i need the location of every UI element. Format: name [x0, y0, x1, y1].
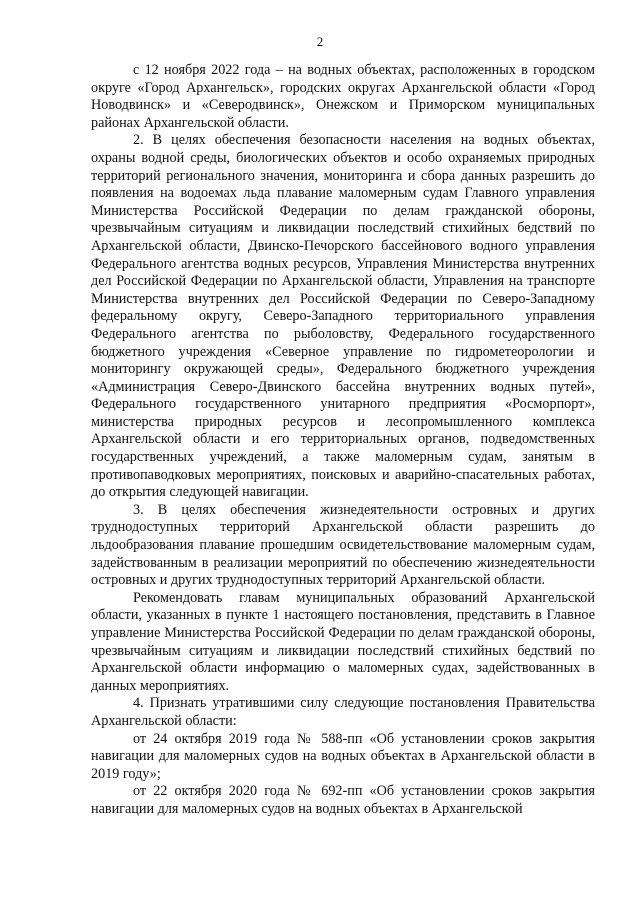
- paragraph-2: 2. В целях обеспечения безопасности населения на водных объектах, охраны водной среды, биологических объектов и особо охраняемых природных территорий регионального значения, мониторинга и сбора данных разрешить до появления на водоемах льда плавание маломерным судам Главного управления Министерства Российской Федерации по делам гражданской обороны, чрезвычайным ситуациям и ликвидации последствий стихийных бедствий по Архангельской области, Двинско-Печорского бассейнового водного управления Федерального агентства водных ресурсов, Управления Министерства внутренних дел Российской Федерации по Архангельской области, Управления на транспорте Министерства внутренних дел Российской Федерации по Северо-Западному федеральному округу, Северо-Западного территориального управления Федерального агентства по рыболовству, Федерального государственного бюджетного учреждения «Северное управление по гидрометеорологии и мониторингу окружающей среды», Федерального бюджетного учреждения «Администрация Северо-Двинского бассейна внутренних водных путей», Федерального государственного унитарного предприятия «Росморпорт», министерства природных ресурсов и лесопромышленного комплекса Архангельской области и его территориальных органов, подведомственных государственных учреждений, а также маломерным судам, занятым в противопаводковых мероприятиях, поисковых и аварийно-спасательных работах, до открытия следующей навигации.: [91, 132, 595, 501]
- document-body: [91, 62, 595, 819]
- paragraph-1-end: с 12 ноября 2022 года – на водных объектах, расположенных в городском округе «Город Архангельск», городских округах Архангельской области «Город Новодвинск» и «Северодвинск», Онежском и Приморском муниципальных районах Архангельской области.: [91, 62, 595, 131]
- page-number: 2: [316, 34, 324, 49]
- paragraph-3: 3. В целях обеспечения жизнедеятельности островных и других труднодоступных территорий Архангельской области разрешить до льдообразования плавание прошедшим освидетельствование маломерным судам, задействованным в реализации мероприятий по обеспечению жизнедеятельности островных и других труднодоступных территорий Архангельской области.: [91, 501, 595, 589]
- paragraph-4-item-2: от 22 октября 2020 года № 692-пп «Об установлении сроков закрытия навигации для маломерных судов на водных объектах в Архангельской: [91, 783, 595, 817]
- paragraph-4: 4. Признать утратившими силу следующие постановления Правительства Архангельской области:: [91, 695, 595, 729]
- paragraph-4-item-1: от 24 октября 2019 года № 588-пп «Об установлении сроков закрытия навигации для маломерных судов на водных объектах в Архангельской области в 2019 году»;: [91, 730, 595, 782]
- paragraph-3-recommendation: Рекомендовать главам муниципальных образований Архангельской области, указанных в пункте 1 настоящего постановления, представить в Главное управление Министерства Российской Федерации по делам гражданской обороны, чрезвычайным ситуациям и ликвидации последствий стихийных бедствий по Архангельской области информацию о маломерных судах, задействованных в данных мероприятиях.: [91, 589, 595, 694]
